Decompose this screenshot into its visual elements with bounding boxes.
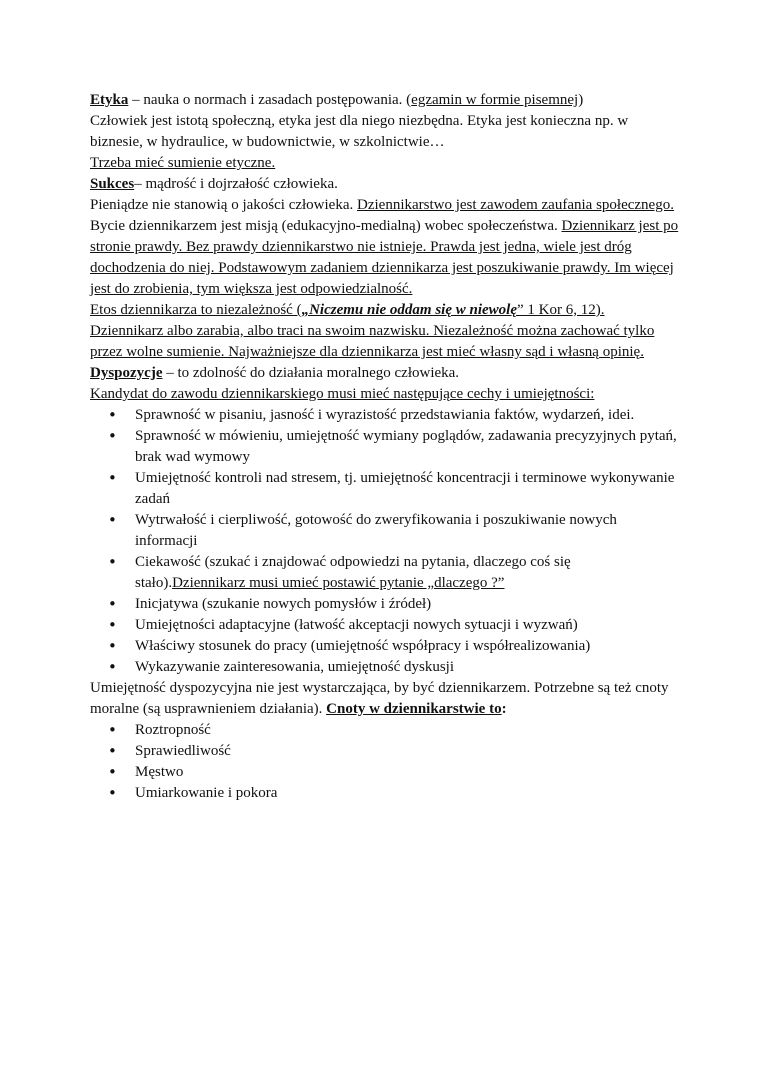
heading-cnoty: Cnoty w dziennikarstwie to [326, 701, 502, 717]
list-item: • Umiejętności adaptacyjne (łatwość akceptacji nowych sytuacji i wyzwań) [135, 615, 680, 636]
paragraph-sukces: Sukces– mądrość i dojrzałość człowieka. [90, 176, 338, 192]
term-etyka: Etyka [90, 92, 129, 108]
list-item: • Wykazywanie zainteresowania, umiejętność dyskusji [135, 657, 680, 678]
paragraph-dziennikarstwo: Pieniądze nie stanowią o jakości człowieka. Dziennikarstwo jest zawodem zaufania społecznego. Bycie dziennikarzem jest misją (edukacyjno-medialną) wobec społeczeństwa. Dziennikarz jest po stronie prawdy. Bez prawdy dziennikarstwo nie istnieje. Prawda jest jedna, wiele jest dróg dochodzenia do niej. Podstawowym zadaniem dziennikarza jest poszukiwanie prawdy. Im więcej jest do zrobienia, tym większa jest odpowiedzialność. Etos dziennikarza to niezależność („Niczemu nie oddam się w niewolę” 1 Kor 6, 12). Dziennikarz albo zarabia, albo traci na swoim nazwisku. Niezależność można zachować tylko przez wolne sumienie. Najważniejsze dla dziennikarza jest mieć własny sąd i własną opinię. [90, 197, 679, 360]
bible-quote: „Niczemu nie oddam się w niewolę [301, 302, 517, 318]
dlaczego-note: Dziennikarz musi umieć postawić pytanie „dlaczego ?” [172, 575, 505, 591]
list-item: • Roztropność [135, 720, 680, 741]
list-item: • Umiarkowanie i pokora [135, 783, 680, 804]
paragraph-cnoty: Umiejętność dyspozycyjna nie jest wystarczająca, by być dziennikarzem. Potrzebne są też cnoty moralne (są usprawnieniem działania). Cnoty w dziennikarstwie to: [90, 680, 669, 717]
list-item: • Męstwo [135, 762, 680, 783]
list-item: • Wytrwałość i cierpliwość, gotowość do zweryfikowania i poszukiwanie nowych informacji [135, 510, 680, 552]
term-sukces: Sukces [90, 176, 135, 192]
list-item: • Inicjatywa (szukanie nowych pomysłów i źródeł) [135, 594, 680, 615]
list-item: • Sprawność w pisaniu, jasność i wyrazistość przedstawiania faktów, wydarzeń, idei. [135, 405, 680, 426]
paragraph-czlowiek: Człowiek jest istotą społeczną, etyka jest dla niego niezbędna. Etyka jest konieczna np. w biznesie, w hydraulice, w budownictwie, w szkolnictwie… [90, 113, 629, 150]
paragraph-sumienie: Trzeba mieć sumienie etyczne. [90, 155, 276, 171]
list-item: • Sprawiedliwość [135, 741, 680, 762]
paragraph-kandydat: Kandydat do zawodu dziennikarskiego musi mieć następujące cechy i umiejętności: [90, 386, 595, 402]
list-item: • Umiejętność kontroli nad stresem, tj. umiejętność koncentracji i terminowe wykonywanie zadań [135, 468, 680, 510]
paragraph-dyspozycje: Dyspozycje – to zdolność do działania moralnego człowieka. [90, 365, 460, 381]
skills-list [90, 405, 680, 678]
list-item: • Właściwy stosunek do pracy (umiejętność współpracy i współrealizowania) [135, 636, 680, 657]
document-page [90, 90, 680, 804]
term-dyspozycje: Dyspozycje [90, 365, 163, 381]
etos-line: Etos dziennikarza to niezależność („Niczemu nie oddam się w niewolę” 1 Kor 6, 12). [90, 302, 605, 318]
list-item: • Ciekawość (szukać i znajdować odpowiedzi na pytania, dlaczego coś się stało).Dziennikarz musi umieć postawić pytanie „dlaczego ?” [135, 552, 680, 594]
exam-note: egzamin w formie pisemnej [411, 92, 579, 108]
paragraph-etyka: Etyka – nauka o normach i zasadach postępowania. (egzamin w formie pisemnej) [90, 92, 584, 108]
list-item: • Sprawność w mówieniu, umiejętność wymiany poglądów, zadawania precyzyjnych pytań, brak wad wymowy [135, 426, 680, 468]
virtues-list [90, 720, 680, 804]
